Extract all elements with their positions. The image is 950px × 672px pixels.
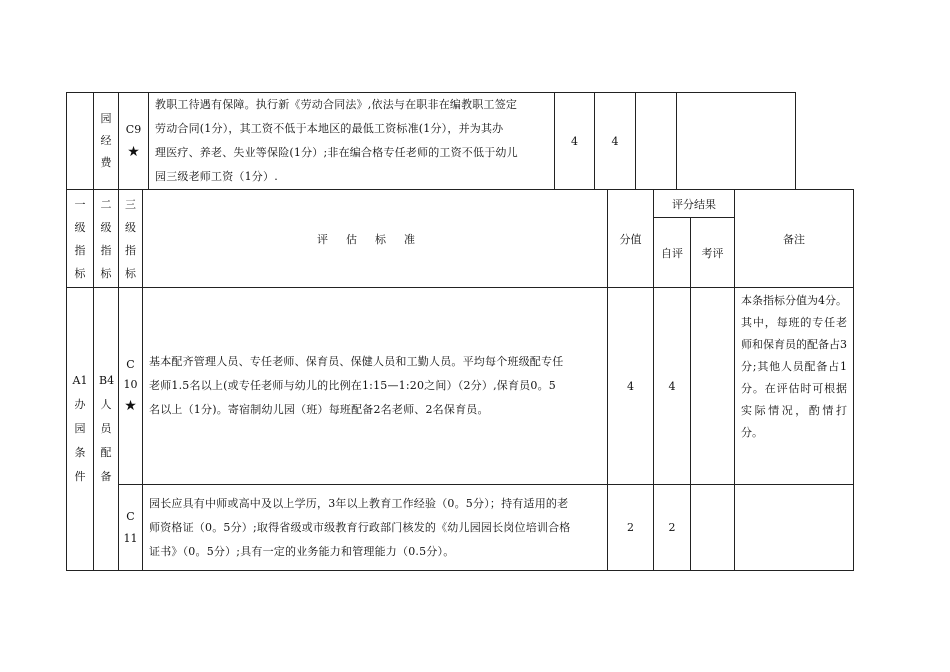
- criteria-text-cell: [149, 93, 555, 190]
- level2-cell: [94, 288, 119, 571]
- star-icon: ★: [127, 144, 140, 160]
- criteria-line: 教职工待遇有保障。执行新《劳动合同法》,依法与在职非在编教职工签定: [155, 98, 518, 111]
- self-score-value: 4: [654, 288, 691, 485]
- criteria-line: 园长应具有中师或高中及以上学历，3年以上教育工作经验（0。5分）；持有适用的老: [149, 496, 569, 510]
- continuation-table: [66, 92, 796, 190]
- criteria-line: 园三级老师工资（1分）.: [155, 170, 278, 183]
- level1-cell-empty: [67, 93, 94, 190]
- level3-cell: [119, 93, 149, 190]
- criteria-line: 名以上（1分)。寄宿制幼儿园（班）每班配备2名老师、2名保育员。: [149, 403, 489, 416]
- note-empty: [735, 485, 854, 571]
- evaluation-table: [66, 189, 854, 571]
- level3-code: C11: [123, 509, 138, 545]
- criteria-line: 劳动合同(1分），其工资不低于本地区的最低工资标准(1分），并为其办: [155, 122, 504, 135]
- header-exam-eval: 考评: [691, 218, 735, 288]
- level2-label: 园经费: [100, 112, 112, 169]
- self-score-value: 4: [595, 93, 636, 190]
- star-icon: ★: [124, 397, 137, 414]
- level3-code: C10: [123, 357, 138, 391]
- header-result: 评分结果: [654, 190, 735, 218]
- header-level2-label: 二级指标: [100, 197, 112, 280]
- level2-label: B4人员配备: [99, 374, 115, 483]
- criteria-line: 基本配齐管理人员、专任老师、保育员、保健人员和工勤人员。平均每个班级配专任: [149, 355, 564, 368]
- header-level1: [67, 190, 94, 288]
- level2-cell: [94, 93, 119, 190]
- header-level2: [94, 190, 119, 288]
- level3-cell: [119, 288, 143, 485]
- criteria-text-cell: [143, 288, 608, 485]
- header-score: 分值: [608, 190, 654, 288]
- header-level3: [119, 190, 143, 288]
- level1-label: A1办园条件: [72, 374, 88, 483]
- header-self-eval: 自评: [654, 218, 691, 288]
- score-value: 2: [608, 485, 654, 571]
- header-note: 备注: [735, 190, 854, 288]
- exam-score-empty: [691, 485, 735, 571]
- note-cell: 本条指标分值为4分。其中，每班的专任老师和保育员的配备占3分;其他人员配备占1分。在评估时可根据实际情况，酌情打分。: [735, 288, 854, 485]
- score-value: 4: [555, 93, 595, 190]
- header-criteria: 评估标准: [143, 190, 608, 288]
- header-level3-label: 三级指标: [125, 197, 136, 280]
- level3-code: C9: [125, 123, 142, 136]
- criteria-line: 理医疗、养老、失业等保险(1分）;非在编合格专任老师的工资不低于幼儿: [155, 146, 518, 159]
- exam-score-empty: [691, 288, 735, 485]
- score-value: 4: [608, 288, 654, 485]
- level3-cell: [119, 485, 143, 571]
- criteria-text-cell: [143, 485, 608, 571]
- criteria-line: 老师1.5名以上(或专任老师与幼儿的比例在1:15—1:20之间）（2分）,保育员0。5: [149, 379, 556, 392]
- criteria-line: 师资格证（0。5分）;取得省级或市级教育行政部门核发的《幼儿园园长岗位培训合格: [149, 520, 571, 534]
- level1-cell: [67, 288, 94, 571]
- exam-score-empty: [636, 93, 677, 190]
- self-score-value: 2: [654, 485, 691, 571]
- header-level1-label: 一级指标: [74, 197, 86, 280]
- note-empty: [677, 93, 796, 190]
- criteria-line: 证书》（0。5分）;具有一定的业务能力和管理能力（0.5分）。: [149, 544, 455, 558]
